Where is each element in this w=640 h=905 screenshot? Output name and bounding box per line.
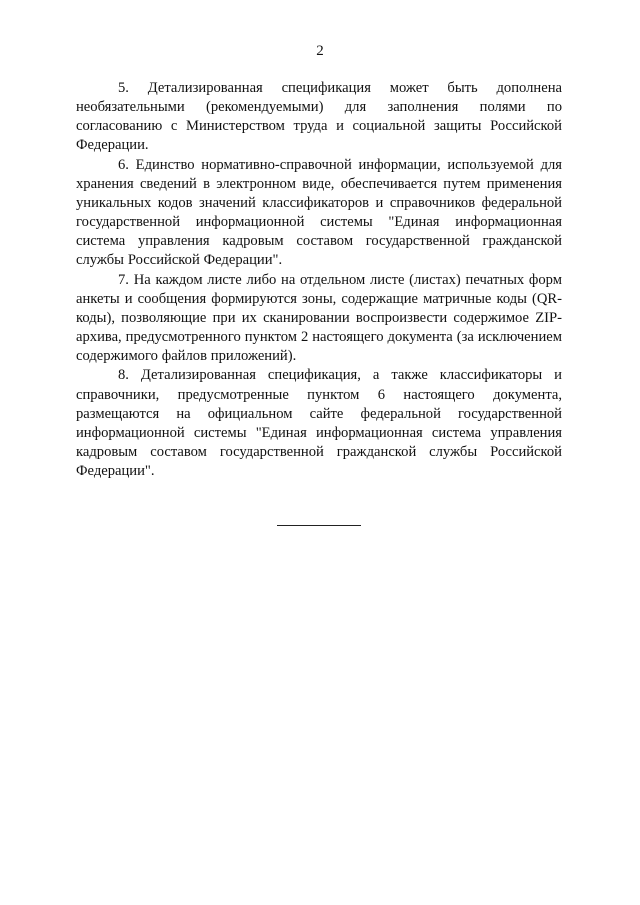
- closing-divider: [277, 525, 361, 526]
- document-body: [76, 79, 562, 481]
- paragraph-8: 8. Детализированная спецификация, а также классификаторы и справочники, предусмотренные пунктом 6 настоящего документа, размещаются на официальном сайте федеральной государственной информационной системы "Единая информационная система управления кадровым составом государственной гражданской службы Российской Федерации".: [76, 367, 562, 480]
- paragraph-5: 5. Детализированная спецификация может быть дополнена необязательными (рекомендуемыми) для заполнения полями по согласованию с Министерством труда и социальной защиты Российской Федерации.: [76, 80, 562, 154]
- paragraph-6: 6. Единство нормативно-справочной информации, используемой для хранения сведений в электронном виде, обеспечивается путем применения уникальных кодов значений классификаторов и справочников федеральной государственной информационной системы "Единая информационная система управления кадровым составом государственной гражданской службы Российской Федерации".: [76, 156, 562, 269]
- paragraph-7: 7. На каждом листе либо на отдельном листе (листах) печатных форм анкеты и сообщения формируются зоны, содержащие матричные коды (QR-коды), позволяющие при их сканировании воспроизвести содержимое ZIP-архива, предусмотренного пунктом 2 настоящего документа (за исключением содержимого файлов приложений).: [76, 271, 562, 365]
- page-number: 2: [316, 43, 324, 59]
